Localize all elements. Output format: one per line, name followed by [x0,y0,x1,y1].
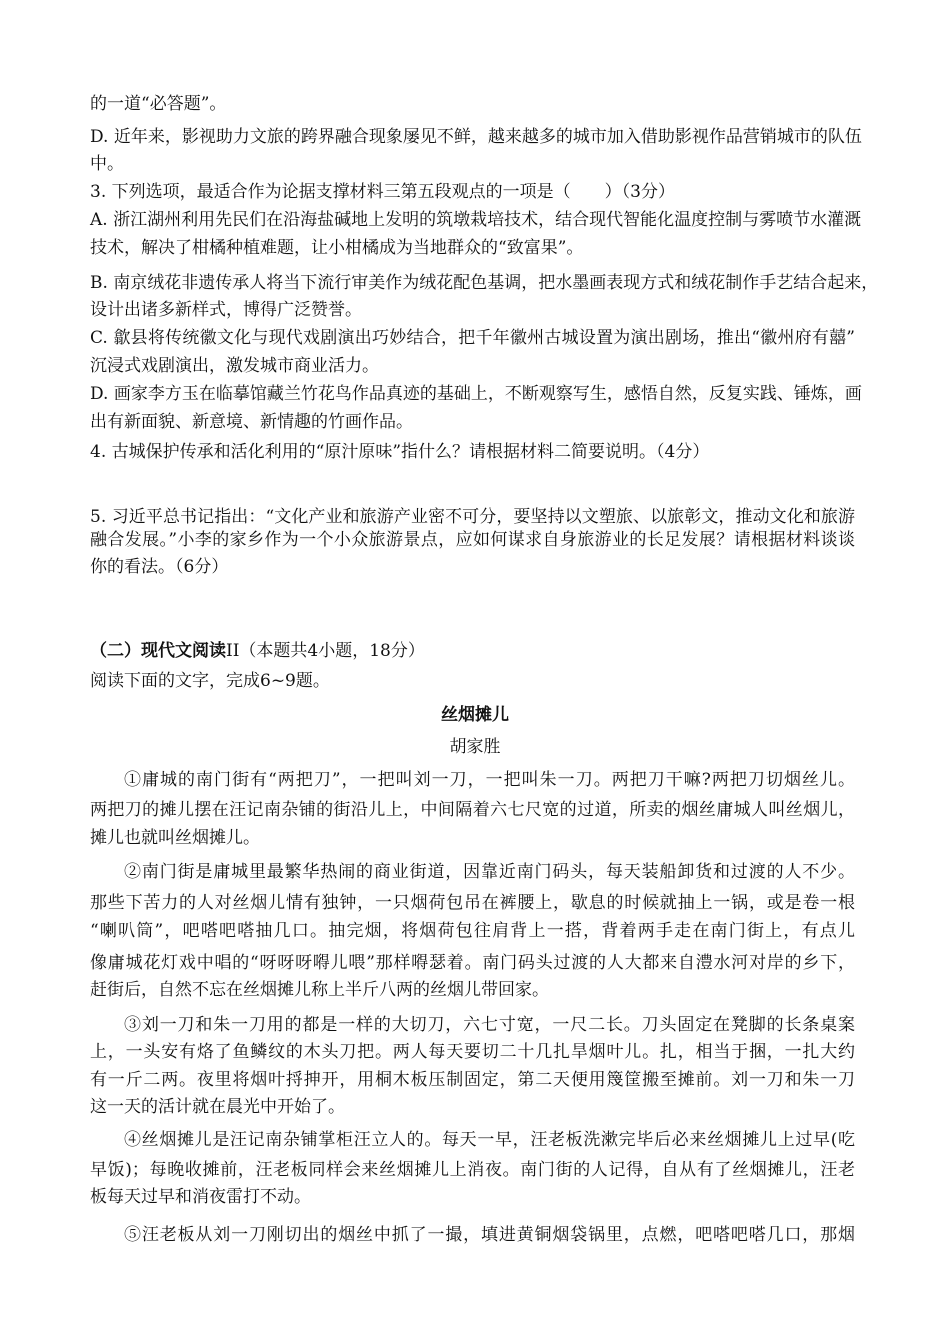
paragraph-4: ④丝烟摊儿是汪记南杂铺掌柜汪立人的。每天一早，汪老板洗漱完毕后必来丝烟摊儿上过早(吃 [124,1130,855,1150]
story-title: 丝烟摊儿 [441,705,509,725]
paragraph-3: 这一天的活计就在晨光中开始了。 [90,1097,345,1117]
section-heading-bold: （二）现代文阅读 [90,641,226,661]
section-heading [90,637,855,665]
section-heading-detail: II（本题共4小题，18分） [226,641,425,661]
q3-option-a: A. 浙江湖州利用先民们在沿海盐碱地上发明的筑墩栽培技术，结合现代智能化温度控制与雾喷节水灌溉 [90,210,862,230]
paragraph-2: ②南门街是庸城里最繁华热闹的商业街道，因靠近南门码头，每天装船卸货和过渡的人不少。 [124,862,855,882]
paragraph-5: ⑤汪老板从刘一刀刚切出的烟丝中抓了一撮，填进黄铜烟袋锅里，点燃，吧嗒吧嗒几口，那烟 [124,1225,855,1245]
paragraph-3: ③刘一刀和朱一刀用的都是一样的大切刀，六七寸宽，一尺二长。刀头固定在凳脚的长条桌案 [124,1015,855,1035]
question-4: 4. 古城保护传承和活化利用的“原汁原味”指什么？请根据材料二简要说明。（4分） [90,442,710,462]
paragraph-2: 赶街后，自然不忘在丝烟摊儿称上半斤八两的丝烟儿带回家。 [90,980,549,1000]
option-d-line: D. 近年来，影视助力文旅的跨界融合现象屡见不鲜，越来越多的城市加入借助影视作品营销城市的队伍 [90,127,862,147]
text-line: 的一道“必答题”。 [90,94,227,114]
paragraph-1: ①庸城的南门街有“两把刀”，一把叫刘一刀，一把叫朱一刀。两把刀干嘛?两把刀切烟丝儿。 [124,770,855,790]
option-d-line: 中。 [90,154,124,174]
q3-option-b: 设计出诸多新样式，博得广泛赞誉。 [90,300,362,320]
instruction: 阅读下面的文字，完成6~9题。 [90,671,330,691]
story-author: 胡家胜 [449,737,501,757]
paragraph-1: 两把刀的摊儿摆在汪记南杂铺的街沿儿上，中间隔着六七尺宽的过道，所卖的烟丝庸城人叫丝烟儿， [90,800,855,820]
question-5: 融合发展。”小李的家乡作为一个小众旅游景点，应如何谋求自身旅游业的长足发展？请根据材料谈谈 [90,530,855,550]
q3-option-c: C. 歙县将传统徽文化与现代戏剧演出巧妙结合，把千年徽州古城设置为演出剧场，推出“徽州府有囍” [90,328,855,348]
question-5: 5. 习近平总书记指出：“文化产业和旅游产业密不可分，要坚持以文塑旅、以旅彰文，推动文化和旅游 [90,507,855,527]
paragraph-4: 早饭)；每晚收摊前，汪老板同样会来丝烟摊儿上消夜。南门街的人记得，自从有了丝烟摊儿，汪老 [90,1160,855,1180]
paragraph-3: 上，一头安有烙了鱼鳞纹的木头刀把。两人每天要切二十几扎旱烟叶儿。扎，相当于捆，一扎大约 [90,1042,855,1062]
paragraph-1: 摊儿也就叫丝烟摊儿。 [90,828,260,848]
paragraph-2: “喇叭筒”，吧嗒吧嗒抽几口。抽完烟，将烟荷包往肩背上一搭，背着两手走在南门街上，有点儿 [90,921,855,941]
q3-option-b: B. 南京绒花非遗传承人将当下流行审美作为绒花配色基调，把水墨画表现方式和绒花制作手艺结合起来， [90,273,879,293]
q3-option-a: 技术，解决了柑橘种植难题，让小柑橘成为当地群众的“致富果”。 [90,238,584,258]
question-3: 3. 下列选项，最适合作为论据支撑材料三第五段观点的一项是（ ）（3分） [90,182,675,202]
paragraph-2: 像庸城花灯戏中唱的“呀呀呀嘚儿喂”那样嘚瑟着。南门码头过渡的人大都来自澧水河对岸的乡下， [90,953,855,973]
q3-option-c: 沉浸式戏剧演出，激发城市商业活力。 [90,356,379,376]
paragraph-3: 有一斤二两。夜里将烟叶捋抻开，用桐木板压制固定，第二天便用篾筐搬至摊前。刘一刀和朱一刀 [90,1070,855,1090]
q3-option-d: 出有新面貌、新意境、新情趣的竹画作品。 [90,412,413,432]
q3-option-d: D. 画家李方玉在临摹馆藏兰竹花鸟作品真迹的基础上，不断观察写生，感悟自然，反复实践、锤炼，画 [90,384,862,404]
question-5: 你的看法。（6分） [90,557,229,577]
paragraph-4: 板每天过早和消夜雷打不动。 [90,1187,311,1207]
paragraph-2: 那些下苦力的人对丝烟儿情有独钟，一只烟荷包吊在裤腰上，歇息的时候就抽上一锅，或是卷一根 [90,893,855,913]
